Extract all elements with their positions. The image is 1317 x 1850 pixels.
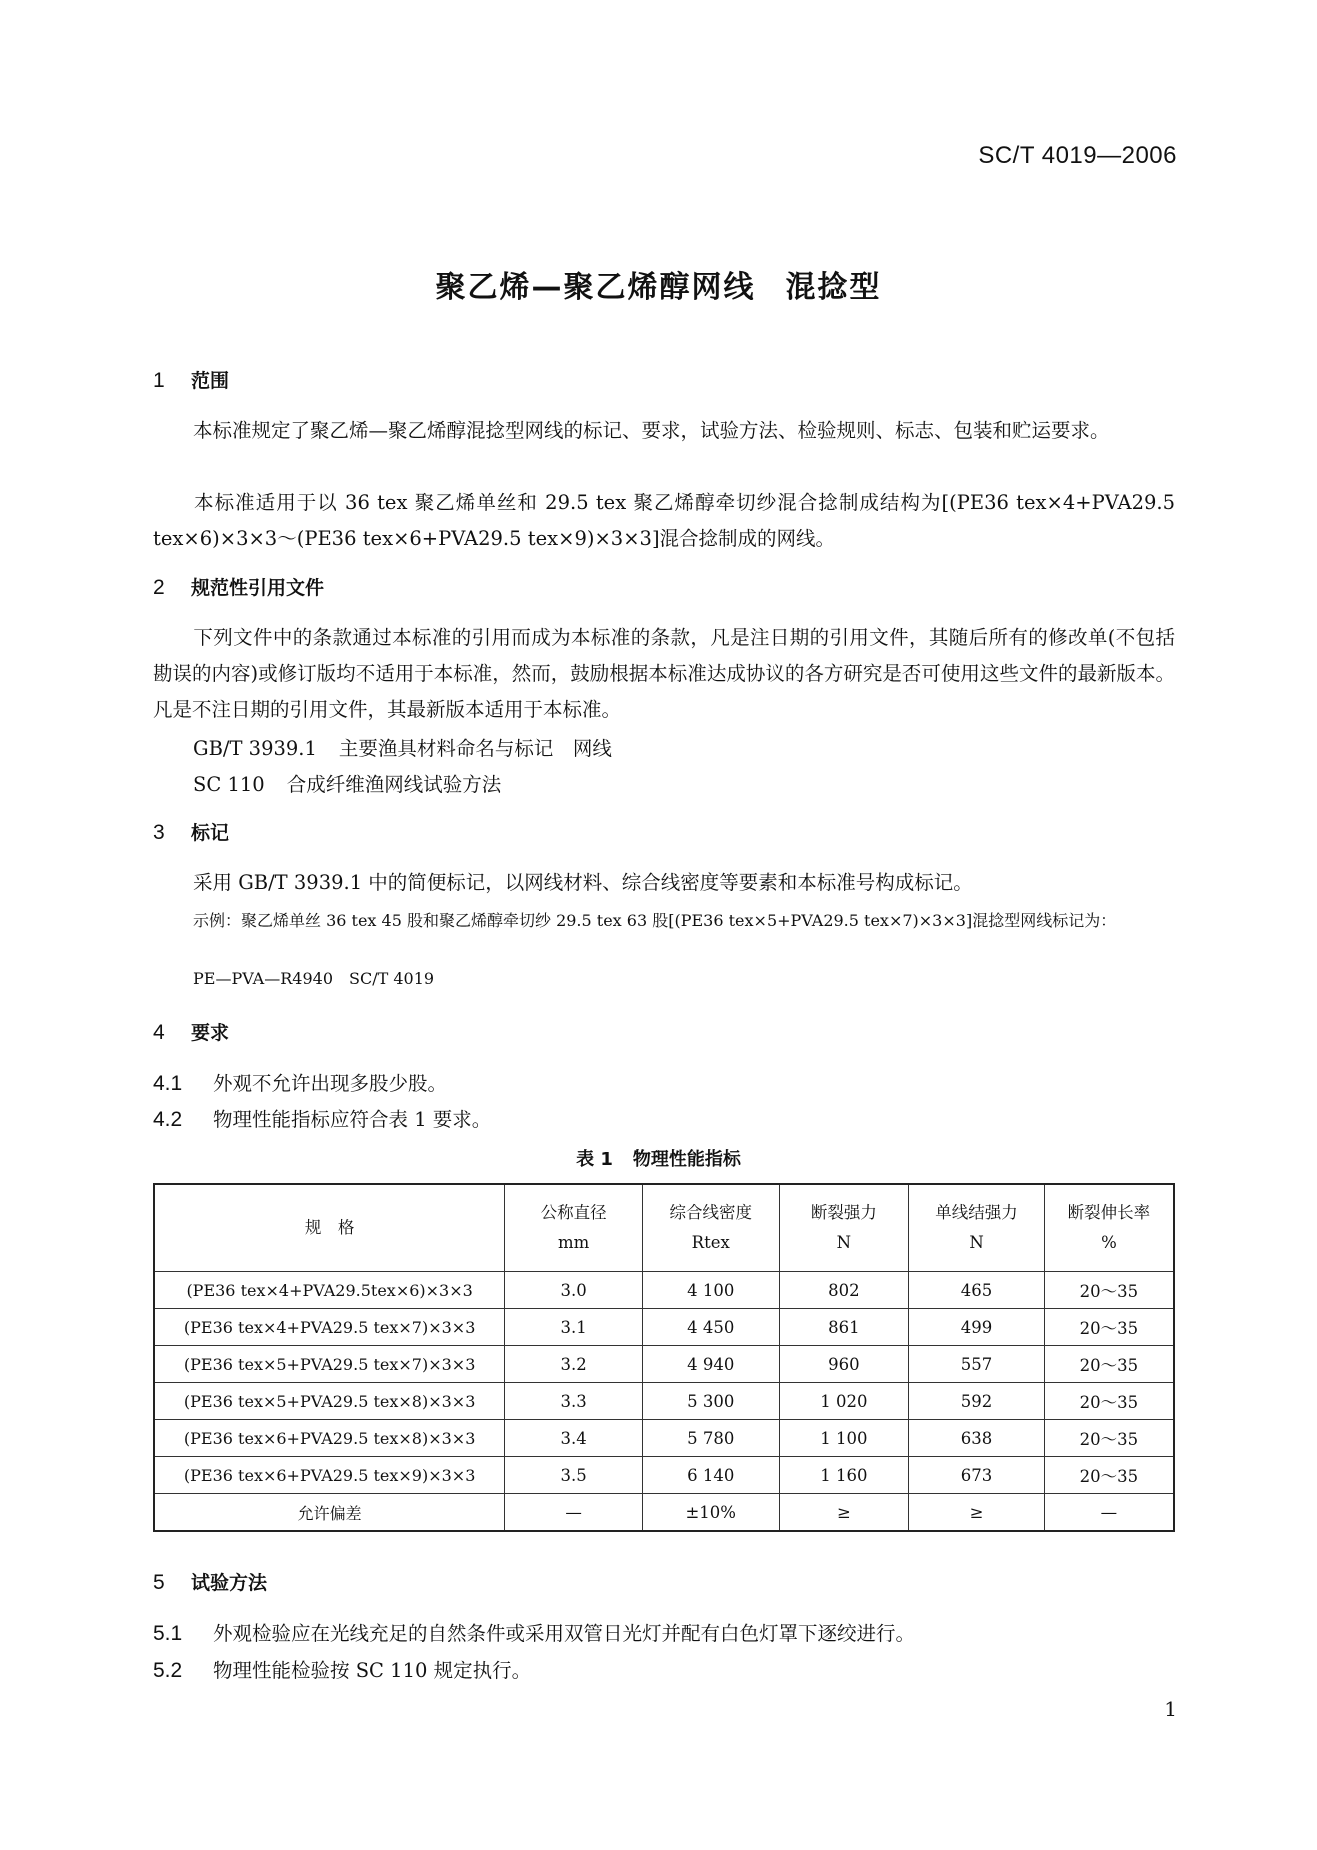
table-row: [154, 1346, 1174, 1383]
cell-breaking-strength: 1 020: [779, 1383, 909, 1420]
marking-paragraph: 采用 GB/T 3939.1 中的简便标记，以网线材料、综合线密度等要素和本标准号构成标记。: [193, 871, 973, 894]
cell-linear-density: 4 940: [642, 1346, 779, 1383]
cell-diameter: 3.4: [505, 1420, 643, 1457]
cell-spec: (PE36 tex×4+PVA29.5 tex×7)×3×3: [154, 1309, 505, 1346]
header-spec: 规 格: [154, 1184, 505, 1272]
section-number: 5: [153, 1571, 165, 1594]
section-heading-scope: [153, 366, 229, 393]
cell-knot-strength: 673: [909, 1457, 1045, 1494]
cell-diameter: 3.2: [505, 1346, 643, 1383]
cell-linear-density: 4 100: [642, 1272, 779, 1309]
section-number: 2: [153, 576, 165, 599]
table-row: [154, 1457, 1174, 1494]
table-row: [154, 1383, 1174, 1420]
section-title: 范围: [191, 370, 230, 392]
clause-4-2: 4.2 物理性能指标应符合表 1 要求。: [153, 1108, 492, 1131]
table-row: [154, 1272, 1174, 1309]
cell-knot-strength: 592: [909, 1383, 1045, 1420]
section-number: 4: [153, 1021, 165, 1044]
header-breaking-strength: 断裂强力 N: [779, 1184, 909, 1272]
clause-5-2: 5.2 物理性能检验按 SC 110 规定执行。: [153, 1659, 532, 1682]
cell-spec: (PE36 tex×6+PVA29.5 tex×9)×3×3: [154, 1457, 505, 1494]
cell-breaking-strength: 1 160: [779, 1457, 909, 1494]
cell-knot-strength: ≥: [909, 1494, 1045, 1532]
cell-linear-density: 5 300: [642, 1383, 779, 1420]
section-title: 标记: [191, 822, 230, 844]
table-row-tolerance: [154, 1494, 1174, 1532]
section-number: 3: [153, 821, 165, 844]
cell-diameter: 3.5: [505, 1457, 643, 1494]
marking-example: 示例：聚乙烯单丝 36 tex 45 股和聚乙烯醇牵切纱 29.5 tex 63 股[(PE36 tex×5+PVA29.5 tex×7)×3×3]混捻型网线标记为：: [193, 911, 1117, 930]
section-title: 试验方法: [191, 1572, 268, 1594]
reference-item: GB/T 3939.1 主要渔具材料命名与标记 网线: [193, 737, 612, 760]
table-caption: 表 1 物理性能指标: [576, 1149, 741, 1170]
cell-spec: (PE36 tex×6+PVA29.5 tex×8)×3×3: [154, 1420, 505, 1457]
cell-breaking-strength: 861: [779, 1309, 909, 1346]
cell-spec: (PE36 tex×5+PVA29.5 tex×7)×3×3: [154, 1346, 505, 1383]
table-row: [154, 1309, 1174, 1346]
cell-linear-density: ±10%: [642, 1494, 779, 1532]
section-heading-marking: [153, 818, 229, 845]
section-heading-requirements: [153, 1018, 229, 1045]
section-title: 规范性引用文件: [191, 577, 325, 599]
cell-diameter: 3.1: [505, 1309, 643, 1346]
cell-linear-density: 5 780: [642, 1420, 779, 1457]
header-linear-density: 综合线密度 Rtex: [642, 1184, 779, 1272]
header-knot-strength: 单线结强力 N: [909, 1184, 1045, 1272]
physical-properties-table: [153, 1183, 1175, 1532]
cell-knot-strength: 465: [909, 1272, 1045, 1309]
cell-elongation: 20～35: [1044, 1383, 1174, 1420]
section-heading-normative-references: [153, 573, 324, 600]
cell-spec: (PE36 tex×4+PVA29.5tex×6)×3×3: [154, 1272, 505, 1309]
marking-example-value: PE—PVA—R4940 SC/T 4019: [193, 969, 435, 988]
cell-elongation: 20～35: [1044, 1457, 1174, 1494]
document-title: [0, 262, 1317, 306]
header-elongation: 断裂伸长率 %: [1044, 1184, 1174, 1272]
reference-item: SC 110 合成纤维渔网线试验方法: [193, 773, 502, 796]
standard-code: SC/T 4019—2006: [978, 142, 1177, 169]
cell-linear-density: 4 450: [642, 1309, 779, 1346]
cell-elongation: 20～35: [1044, 1346, 1174, 1383]
header-diameter: 公称直径 mm: [505, 1184, 643, 1272]
cell-linear-density: 6 140: [642, 1457, 779, 1494]
cell-diameter: 3.3: [505, 1383, 643, 1420]
title-type: 混捻型: [785, 270, 882, 305]
cell-diameter: 3.0: [505, 1272, 643, 1309]
section-number: 1: [153, 369, 165, 392]
cell-breaking-strength: ≥: [779, 1494, 909, 1532]
title-main: 聚乙烯—聚乙烯醇网线: [435, 270, 756, 305]
cell-elongation: —: [1044, 1494, 1174, 1532]
table-header-row: [154, 1184, 1174, 1272]
cell-breaking-strength: 802: [779, 1272, 909, 1309]
cell-knot-strength: 638: [909, 1420, 1045, 1457]
clause-5-1: 5.1 外观检验应在光线充足的自然条件或采用双管日光灯并配有白色灯罩下逐绞进行。: [153, 1622, 916, 1645]
scope-paragraph-2: 本标准适用于以 36 tex 聚乙烯单丝和 29.5 tex 聚乙烯醇牵切纱混合捻制成结构为[(PE36 tex×4+PVA29.5 tex×6)×3×3～(PE36 tex×6+PVA29.5 tex×9)×3×3]混合捻制成的网线。: [153, 491, 1175, 550]
references-paragraph: 下列文件中的条款通过本标准的引用而成为本标准的条款，凡是注日期的引用文件，其随后所有的修改单(不包括勘误的内容)或修订版均不适用于本标准，然而，鼓励根据本标准达成协议的各方研究是否可使用这些文件的最新版本。凡是不注日期的引用文件，其最新版本适用于本标准。: [153, 626, 1175, 721]
table-row: [154, 1420, 1174, 1457]
cell-tolerance-label: 允许偏差: [154, 1494, 505, 1532]
cell-knot-strength: 499: [909, 1309, 1045, 1346]
cell-breaking-strength: 1 100: [779, 1420, 909, 1457]
cell-elongation: 20～35: [1044, 1309, 1174, 1346]
clause-4-1: 4.1 外观不允许出现多股少股。: [153, 1072, 448, 1095]
cell-spec: (PE36 tex×5+PVA29.5 tex×8)×3×3: [154, 1383, 505, 1420]
cell-elongation: 20～35: [1044, 1272, 1174, 1309]
scope-paragraph-1: 本标准规定了聚乙烯—聚乙烯醇混捻型网线的标记、要求，试验方法、检验规则、标志、包装和贮运要求。: [193, 419, 1110, 442]
cell-diameter: —: [505, 1494, 643, 1532]
cell-breaking-strength: 960: [779, 1346, 909, 1383]
cell-elongation: 20～35: [1044, 1420, 1174, 1457]
section-heading-test-methods: [153, 1568, 267, 1595]
cell-knot-strength: 557: [909, 1346, 1045, 1383]
page-number: 1: [1164, 1697, 1177, 1721]
section-title: 要求: [191, 1022, 230, 1044]
